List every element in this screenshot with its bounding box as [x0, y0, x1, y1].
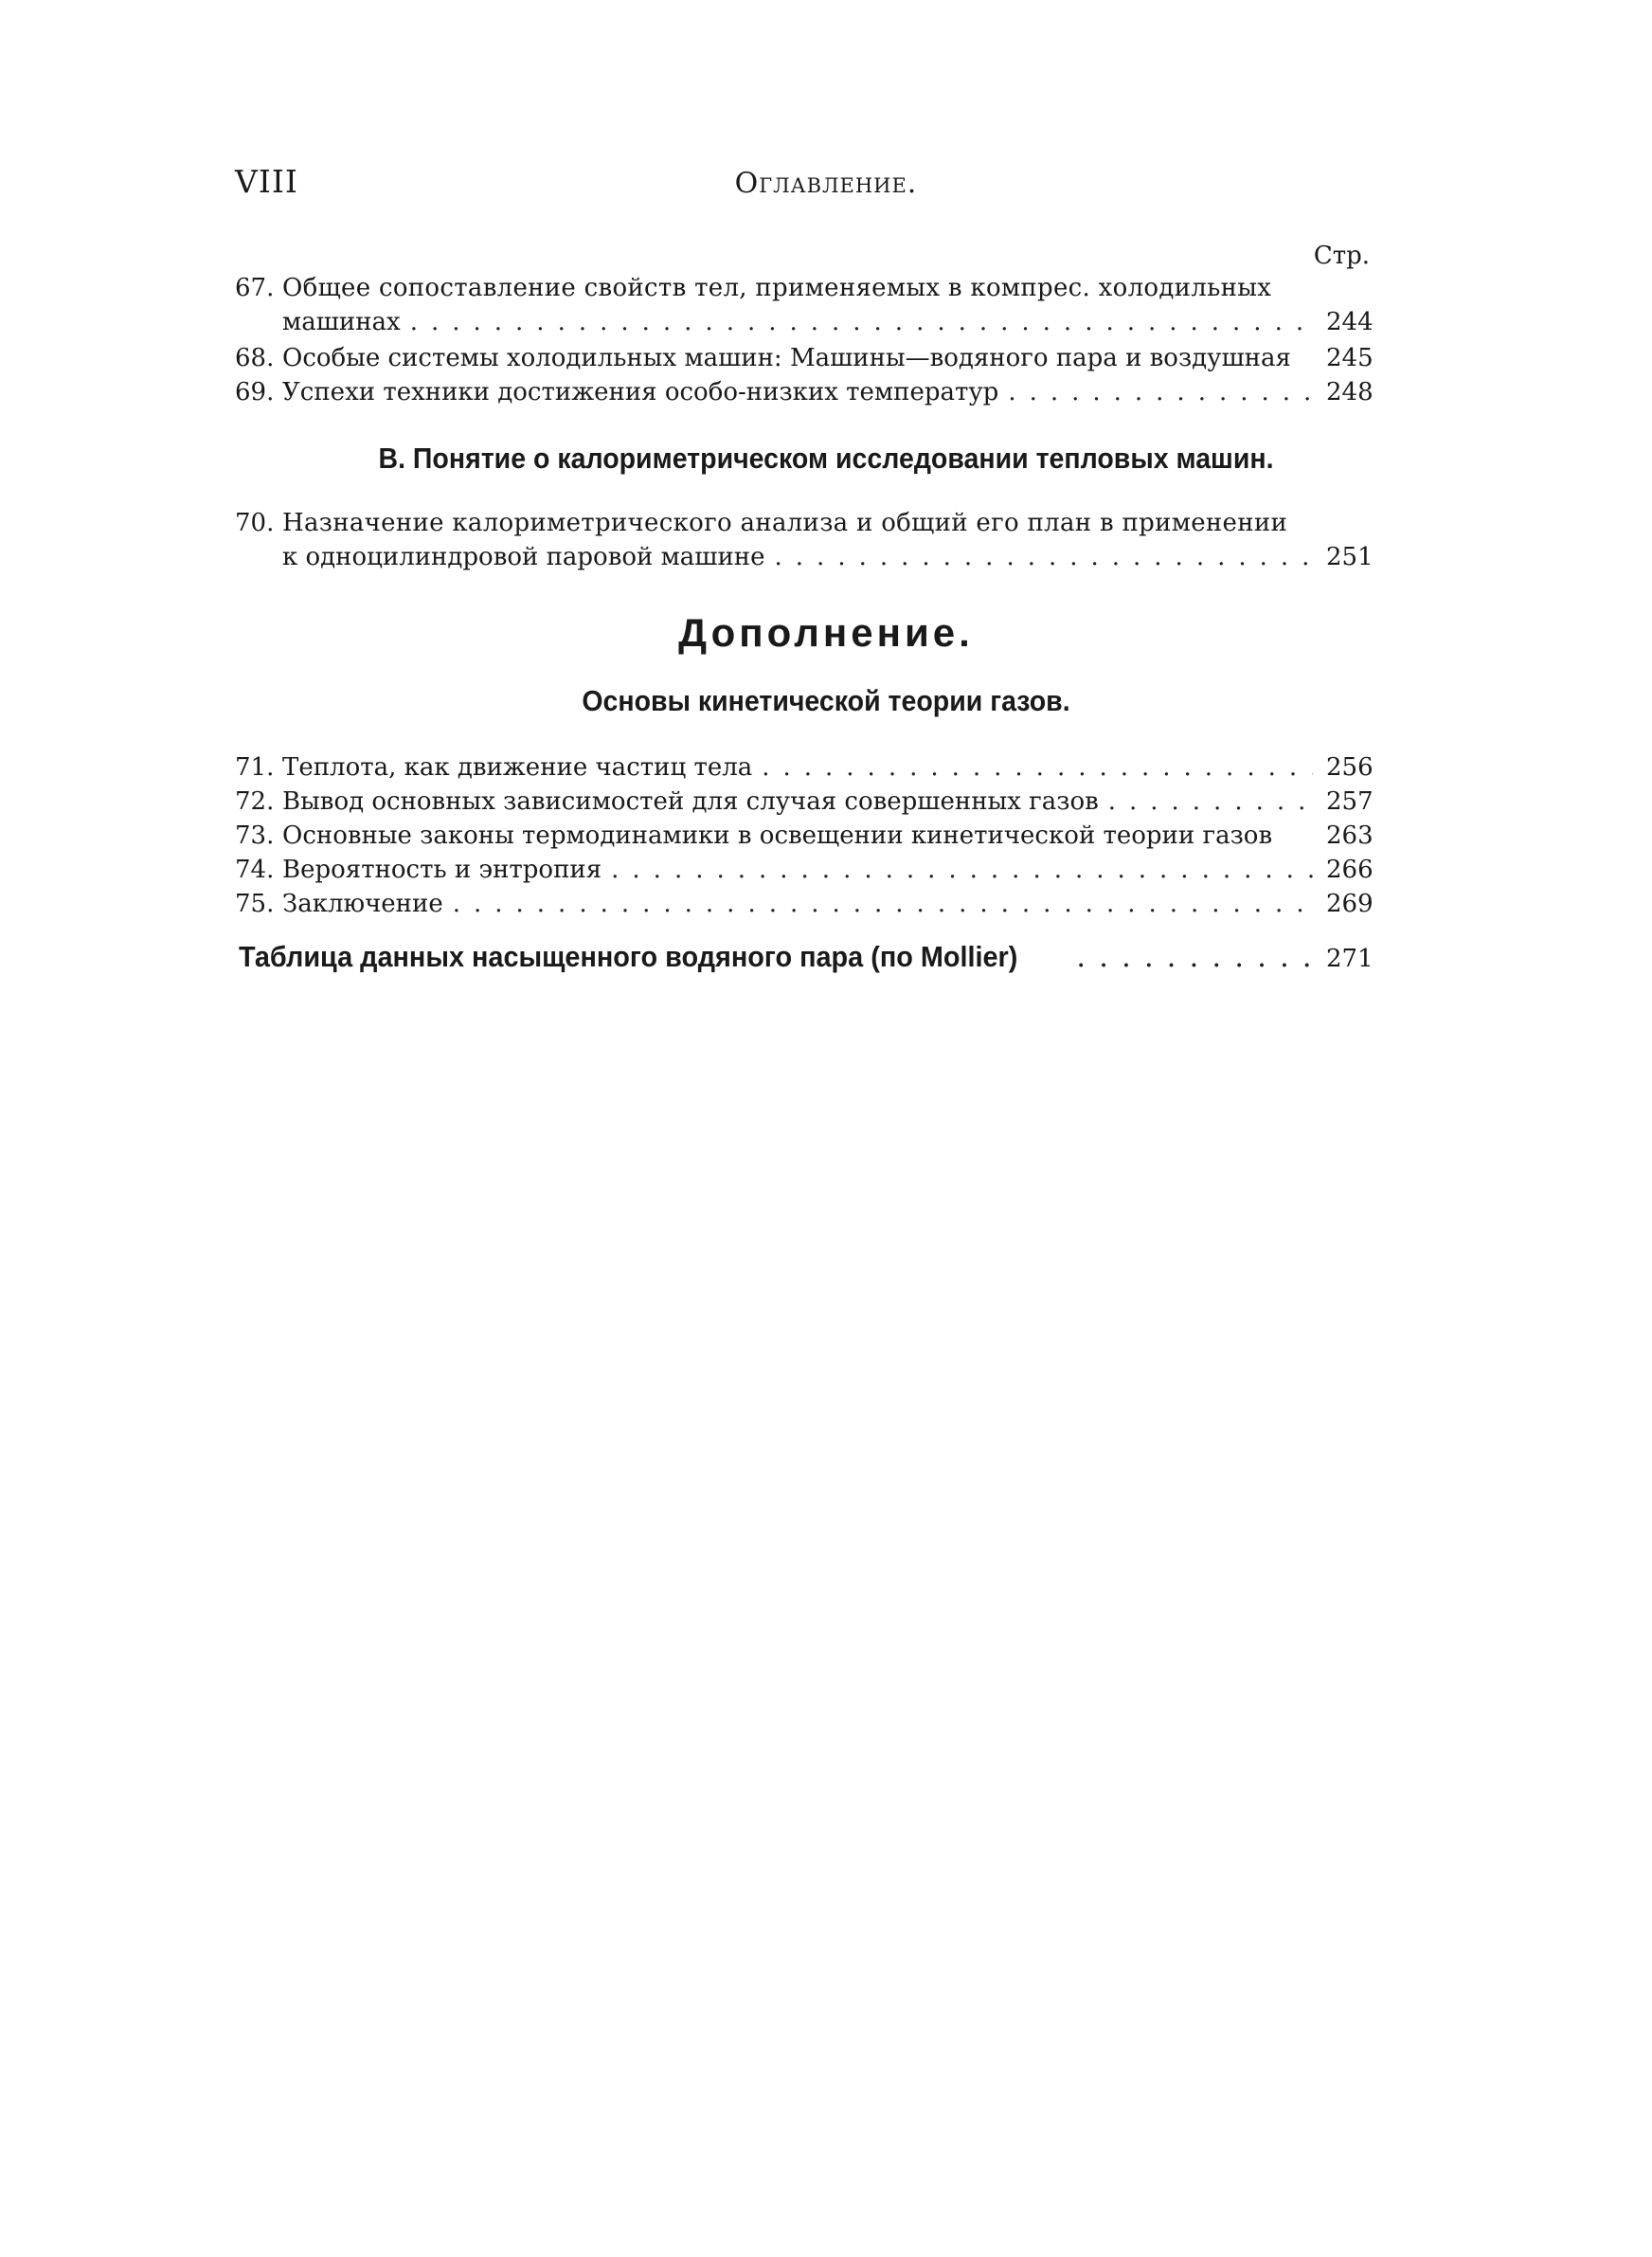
entry-title: Особые системы холодильных машин: Машины—водяного пара и воздушная — [282, 344, 1291, 372]
entry-number: 74. — [235, 856, 275, 884]
toc-entry-70[interactable] — [235, 506, 1374, 574]
toc-entry-75[interactable] — [235, 887, 1374, 921]
running-head: Оглавление. — [734, 167, 918, 200]
page-column-label: Стр. — [1313, 242, 1370, 270]
entry-page: 251 — [1326, 543, 1374, 571]
page-number: VIII — [235, 163, 298, 200]
supplement-subheading: Основы кинетической теории газов. — [582, 684, 1070, 717]
entry-number: 71. — [235, 753, 275, 782]
dot-leader — [611, 853, 1313, 887]
section-heading-b: В. Понятие о калориметрическом исследовании тепловых машин. — [378, 442, 1274, 475]
entry-title: Назначение калориметрического анализа и общий его план в применении — [282, 509, 1288, 537]
entry-page: 266 — [1326, 856, 1374, 884]
dot-leader — [453, 887, 1313, 921]
dot-leader — [762, 750, 1313, 785]
entry-page: 244 — [1326, 308, 1374, 336]
entry-title-continuation: машинах — [282, 308, 401, 336]
entry-number: 70. — [235, 509, 275, 537]
entry-number: 72. — [235, 787, 275, 816]
entry-title-continuation: к одноцилиндровой паровой машине — [282, 543, 765, 571]
entry-page: 257 — [1326, 787, 1374, 816]
entry-title: Общее сопоставление свойств тел, применяемых в компрес. холодильных — [282, 274, 1272, 302]
toc-entry-71[interactable] — [235, 750, 1374, 785]
toc-entry-69[interactable] — [235, 375, 1374, 409]
dot-leader — [1108, 785, 1313, 819]
entry-number: 67. — [235, 274, 275, 302]
entry-page: 245 — [1326, 344, 1374, 372]
toc-entry-steam-table[interactable] — [239, 938, 1374, 978]
entry-title: Таблица данных насыщенного водяного пара (по Mollier) — [239, 940, 1018, 973]
entry-page: 269 — [1326, 890, 1374, 918]
entry-number: 73. — [235, 822, 275, 850]
entry-number: 75. — [235, 890, 275, 918]
entry-page: 256 — [1326, 753, 1374, 782]
entry-title: Заключение — [282, 890, 443, 918]
entry-page: 248 — [1326, 378, 1374, 406]
toc-entry-68[interactable] — [235, 341, 1374, 375]
dot-leader — [775, 540, 1313, 574]
dot-leader — [1008, 375, 1313, 409]
entry-title: Теплота, как движение частиц тела — [282, 753, 753, 782]
entry-title: Основные законы термодинамики в освещении кинетической теории газов — [282, 822, 1273, 850]
entry-title: Вероятность и энтропия — [282, 856, 602, 884]
entry-number: 69. — [235, 378, 275, 406]
toc-entry-73[interactable] — [235, 819, 1374, 853]
entry-title: Успехи техники достижения особо-низких температур — [282, 378, 999, 406]
entry-title: Вывод основных зависимостей для случая совершенных газов — [282, 787, 1099, 816]
dot-leader — [410, 305, 1313, 339]
entry-page: 263 — [1326, 822, 1374, 850]
toc-entry-67[interactable] — [235, 271, 1374, 339]
entry-number: 68. — [235, 344, 275, 372]
toc-entry-72[interactable] — [235, 785, 1374, 819]
supplement-heading: Дополнение. — [678, 610, 974, 655]
dot-leader — [1076, 938, 1313, 976]
toc-entry-74[interactable] — [235, 853, 1374, 887]
entry-page: 271 — [1326, 945, 1374, 973]
